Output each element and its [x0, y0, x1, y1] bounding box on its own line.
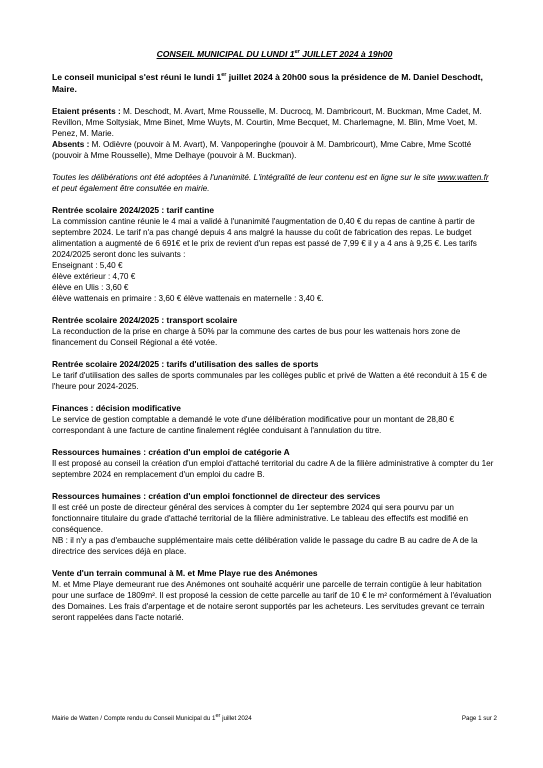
section-paragraph: NB : il n'y a pas d'embauche supplémentaire mais cette délibération valide le passage du cadre B au cadre de A de la directrice des services déjà en place. [52, 536, 478, 556]
deliberation-sections [52, 205, 497, 623]
notice-text: Toutes les délibérations ont été adoptées à l'unanimité. L'intégralité de leur contenu est en ligne sur le site [52, 173, 438, 182]
section-paragraph: élève extérieur : 4,70 € [52, 272, 136, 281]
page-title-text-end: JUILLET 2024 à 19h00 [299, 49, 393, 59]
website-link[interactable]: www.watten.fr [437, 173, 489, 182]
section-paragraph: élève wattenais en primaire : 3,60 € élève wattenais en maternelle : 3,40 €. [52, 294, 324, 303]
document-content [52, 49, 497, 634]
section-title: Rentrée scolaire 2024/2025 : tarif cantine [52, 205, 214, 215]
section-title: Ressources humaines : création d'un emploi de catégorie A [52, 447, 290, 457]
section [52, 491, 497, 557]
footer-left-text-end: juillet 2024 [220, 715, 252, 722]
attendance-block [52, 106, 497, 161]
section-paragraph: Le service de gestion comptable a demandé le vote d'une délibération modificative pour un montant de 28,80 € correspondant à une facture de cantine finalement réglée conduisant à l'annulation du titre. [52, 415, 455, 435]
adoption-notice [52, 172, 497, 194]
intro-statement [52, 72, 497, 95]
section [52, 403, 497, 436]
section [52, 359, 497, 392]
section-paragraph: M. et Mme Playe demeurant rue des Anémones ont souhaité acquérir une parcelle de terrain contigüe à leur habitation pour une surface de 1809m². Il est proposé la cession de cette parcelle au tarif de 10 € le m² conformément à l'évaluation des Domaines. Les frais d'arpentage et de notaire seront supportés par les acheteurs. Les servitudes grevant ce terrain seront rappelées dans l'acte notarié. [52, 580, 492, 622]
section-paragraph: Il est proposé au conseil la création d'un emploi d'attaché territorial du cadre A de la filière administrative à compter du 1er septembre 2024 en remplacement d'un emploi du cadre B. [52, 459, 494, 479]
intro-text-end: juillet 2024 à 20h00 sous la présidence de M. Daniel Deschodt, Maire. [52, 72, 483, 94]
page-title [52, 49, 497, 60]
section-title: Rentrée scolaire 2024/2025 : transport scolaire [52, 315, 238, 325]
present-label: Etaient présents : [52, 107, 121, 116]
section-paragraph: Le tarif d'utilisation des salles de sports communales par les collèges public et privé de Watten a été reconduit à 15 € de l'heure pour 2024-2025. [52, 371, 487, 391]
section-paragraph: La commission cantine réunie le 4 mai a validé à l'unanimité l'augmentation de 0,40 € du repas de cantine à partir de septembre 2024. Le tarif n'a pas changé depuis 4 ans malgré la hausse du coût de fabrication des repas. Le budget alimentation a augmenté de 6 691€ et le prix de revient d'un repas est passé de 7,99 € il y a 4 ans à 9,25 €. Les tarifs 2024/2025 seront donc les suivants : [52, 217, 477, 259]
page-footer [52, 712, 497, 723]
footer-left-sup: er [215, 712, 221, 719]
footer-left-text: Mairie de Watten / Compte rendu du Conseil Municipal du 1 [52, 715, 216, 722]
section-title: Ressources humaines : création d'un emploi fonctionnel de directeur des services [52, 491, 381, 501]
page-title-sup: er [294, 49, 300, 56]
section [52, 447, 497, 480]
section [52, 315, 497, 348]
footer-left [52, 712, 252, 723]
intro-text: Le conseil municipal s'est réuni le lundi 1 [52, 72, 222, 82]
intro-sup: er [221, 72, 227, 79]
section [52, 205, 497, 304]
section-title: Finances : décision modificative [52, 403, 181, 413]
page-title-text: CONSEIL MUNICIPAL DU LUNDI 1 [156, 49, 295, 59]
section-title: Rentrée scolaire 2024/2025 : tarifs d'utilisation des salles de sports [52, 359, 319, 369]
section-title: Vente d'un terrain communal à M. et Mme Playe rue des Anémones [52, 568, 318, 578]
notice-text-end: et peut également être consultée en mairie. [52, 184, 210, 193]
absent-list: M. Odièvre (pouvoir à M. Avart), M. Vanpoperinghe (pouvoir à M. Dambricourt), Mme Cabre, Mme Scotté (pouvoir à Mme Rousselle), Mme Delhaye (pouvoir à M. Buckman). [52, 140, 472, 160]
page-number: Page 1 sur 2 [461, 715, 497, 722]
section-paragraph: Il est créé un poste de directeur général des services à compter du 1er septembre 2024 qui sera pourvu par un fonctionnaire titulaire du grade d'attaché territorial de la filière administrative. Le tableau des effectifs est modifié en conséquence. [52, 503, 469, 534]
present-list: M. Deschodt, M. Avart, Mme Rousselle, M. Ducrocq, M. Dambricourt, M. Buckman, Mme Cadet, M. Revillon, Mme Soltysiak, Mme Binet, Mme Wuyts, M. Courtin, Mme Becquet, M. Charlemagne, M. Blin, Mme Voet, M. Penez, M. Marie. [52, 107, 482, 138]
section-paragraph: élève en Ulis : 3,60 € [52, 283, 129, 292]
section-paragraph: Enseignant : 5,40 € [52, 261, 123, 270]
section [52, 568, 497, 623]
absent-members [52, 139, 497, 161]
section-paragraph: La reconduction de la prise en charge à 50% par la commune des cartes de bus pour les wattenais hors zone de financement du Conseil Régional a été votée. [52, 327, 461, 347]
present-members [52, 106, 497, 139]
absent-label: Absents : [52, 140, 90, 149]
